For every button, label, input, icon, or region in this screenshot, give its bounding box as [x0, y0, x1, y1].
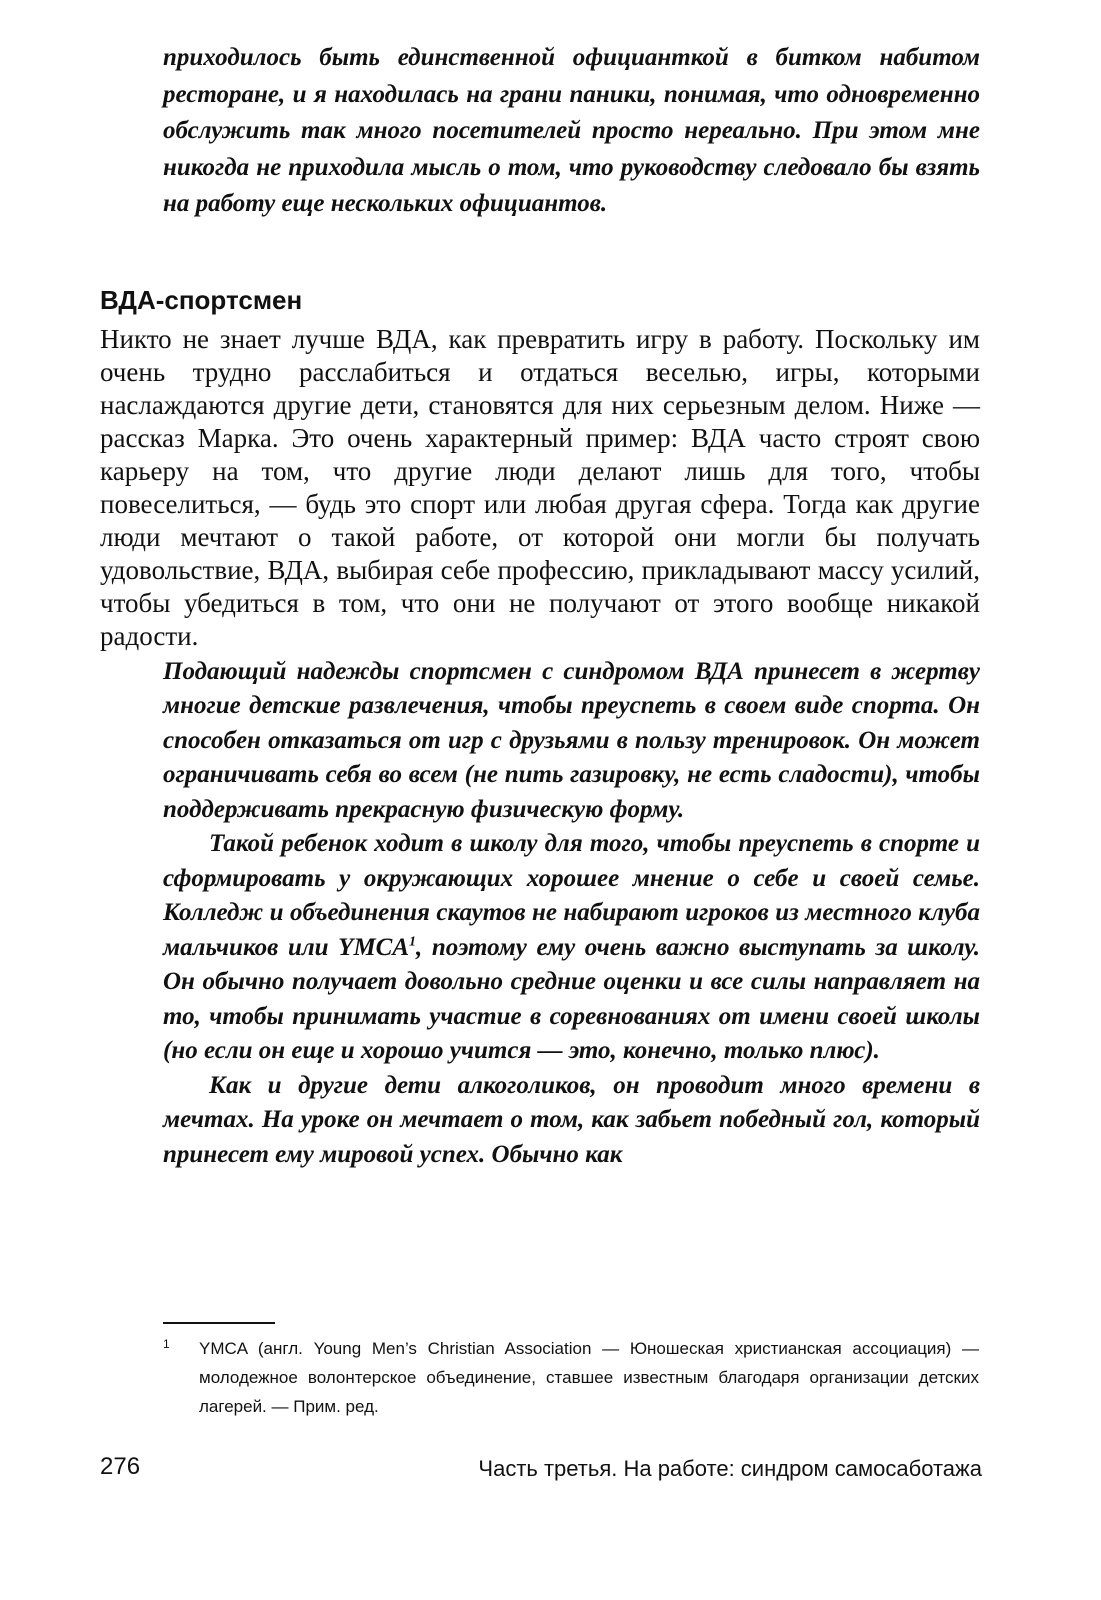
section-heading: ВДА-спортсмен	[100, 284, 303, 315]
running-footer-title: Часть третья. На работе: синдром самосаботажа	[478, 1456, 982, 1481]
top-quote-paragraph: приходилось быть единственной официанткой в битком набитом ресторане, и я находилась на грани паники, понимая, что одновременно обслужить так много посетителей просто нереально. При этом мне никогда не приходила мысль о том, что руководству следовало бы взять на работу еще нескольких официантов.	[163, 44, 980, 217]
quote-block	[163, 655, 980, 1173]
page-number: 276	[100, 1453, 141, 1480]
quote-paragraph-3: Как и другие дети алкоголиков, он проводит много времени в мечтах. На уроке он мечтает о том, как забьет победный гол, который принесет ему мировой успех. Обычно как	[163, 1071, 980, 1168]
quote-paragraph-2-end: , поэтому ему очень важно выступать за школу. Он обычно получает довольно средние оценки и все силы направляет на то, чтобы принимать участие в соревнованиях от имени своей школы (но если он еще и хорошо учится — это, конечно, только плюс).	[163, 933, 980, 1064]
footnote-reference: 1	[409, 934, 417, 950]
footnote-marker: 1	[163, 1337, 170, 1351]
section-intro-paragraph: Никто не знает лучше ВДА, как превратить игру в работу. Поскольку им очень трудно расслабиться и отдаться веселью, игры, которыми наслаждаются другие дети, становятся для них серьезным делом. Ниже — рассказ Марка. Это очень характерный пример: ВДА часто строят свою карьеру на том, что другие люди делают лишь для того, чтобы повеселиться, — будь это спорт или любая другая сфера. Тогда как другие люди мечтают о такой работе, от которой они могли бы получать удовольствие, ВДА, выбирая себе профессию, прикладывают массу усилий, чтобы убедиться в том, что они не получают от этого вообще никакой радости.	[100, 323, 980, 651]
page-content	[100, 40, 980, 1172]
footnote-divider	[163, 1322, 275, 1324]
footnote-text: YMCA (англ. Young Men’s Christian Association — Юношеская христианская ассоциация) — молодежное волонтерское объединение, ставшее известным благодаря организации детских лагерей. — Прим. ред.	[199, 1339, 979, 1416]
quote-paragraph-2	[163, 827, 980, 1069]
footnote	[163, 1334, 981, 1421]
quote-paragraph-2-start: Такой ребенок ходит в школу для того, чтобы преуспеть в спорте и сформировать у окружающих хорошее мнение о себе и своей семье. Колледж и объединения скаутов не набирают игроков из местного клуба мальчиков или YMCA	[163, 830, 980, 961]
quote-paragraph-1: Подающий надежды спортсмен с синдромом ВДА принесет в жертву многие детские развлечения, чтобы преуспеть в своем виде спорта. Он способен отказаться от игр с друзьями в пользу тренировок. Он может ограничивать себя во всем (не пить газировку, не есть сладости), чтобы поддерживать прекрасную физическую форму.	[163, 657, 980, 823]
